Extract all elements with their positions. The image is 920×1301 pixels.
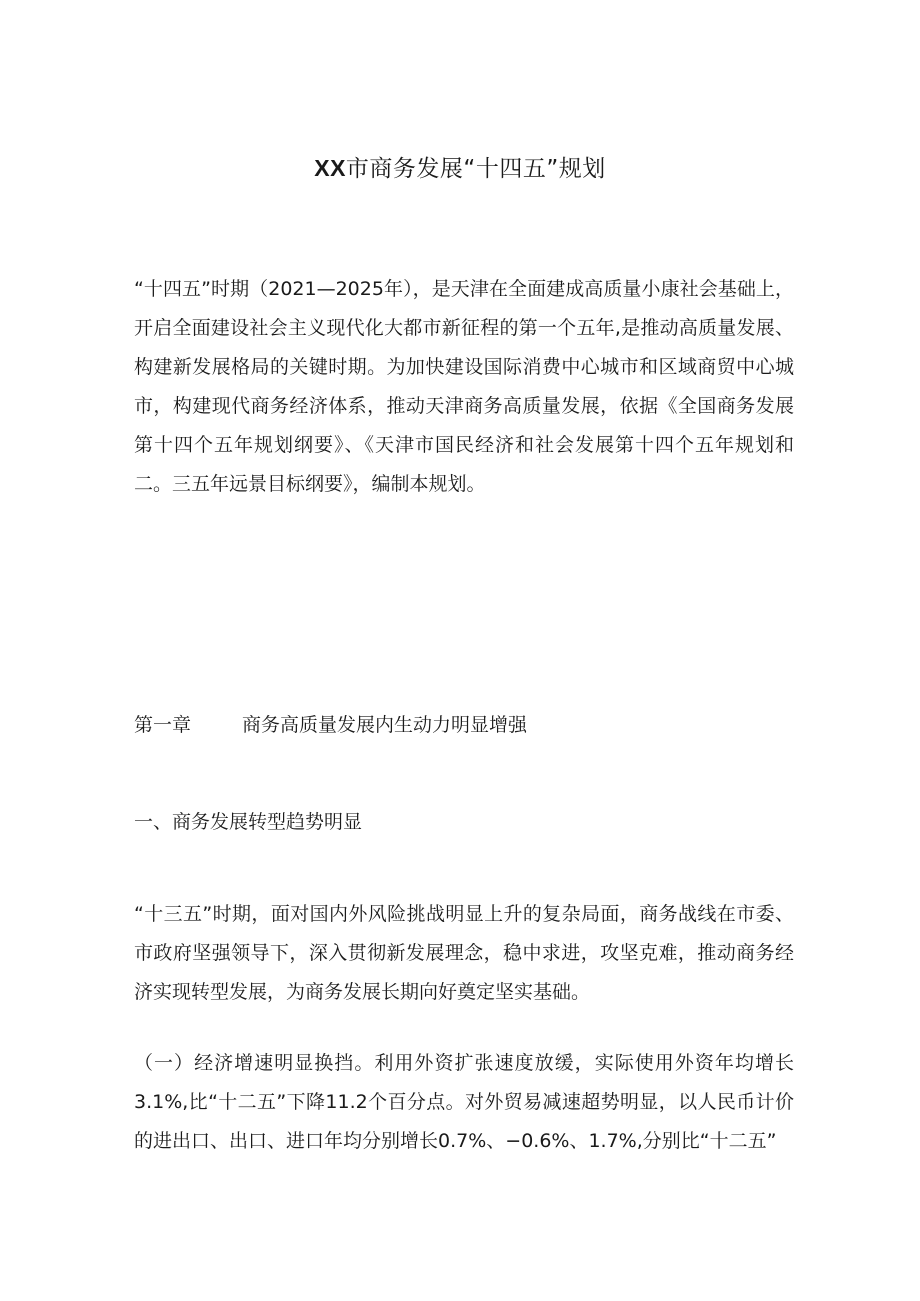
intro-paragraph: “十四五”时期（2021—2025年），是天津在全面建成高质量小康社会基础上，开启全面建设社会主义现代化大都市新征程的第一个五年,是推动高质量发展、构建新发展格局的关键时期。为加快建设国际消费中心城市和区域商贸中心城市，构建现代商务经济体系，推动天津商务高质量发展，依据《全国商务发展第十四个五年规划纲要》、《天津市国民经济和社会发展第十四个五年规划和二。三五年远景目标纲要》，编制本规划。 [134,278,794,495]
section-heading: 一、商务发展转型趋势明显 [134,811,363,833]
body-paragraph-economic-growth: （一）经济增速明显换挡。利用外资扩张速度放缓，实际使用外资年均增长3.1%,比“十二五”下降11.2个百分点。对外贸易减速超势明显，以人民币计价的进出口、出口、进口年均分别增长0.7%、−0.6%、1.7%,分别比“十二五” [134,1052,794,1152]
chapter-title: 商务高质量发展内生动力明显增强 [242,714,528,736]
title-text: 市商务发展“十四五”规划 [345,156,606,182]
title-prefix: XX [314,155,346,181]
body-paragraph-13th-plan: “十三五”时期，面对国内外风险挑战明显上升的复杂局面，商务战线在市委、市政府坚强领导下，深入贯彻新发展理念，稳中求进，攻坚克难，推动商务经济实现转型发展，为商务发展长期向好奠定坚实基础。 [134,903,794,1003]
chapter-heading [134,707,527,743]
document-title [0,150,920,187]
chapter-number: 第一章 [134,714,192,736]
